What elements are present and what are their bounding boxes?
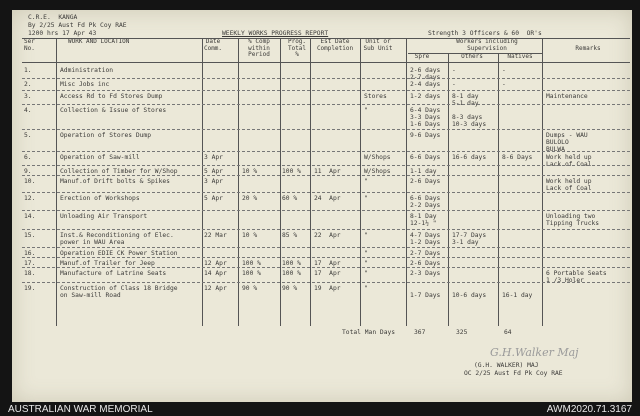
cell-ser: 2. bbox=[24, 81, 32, 88]
cell-pct: 100 % bbox=[242, 270, 261, 277]
cell-others: 17-7 Days 3-1 day bbox=[452, 232, 487, 246]
cell-spre: 2-6 Days bbox=[410, 178, 441, 185]
cell-spre: 1-7 Days bbox=[410, 292, 441, 299]
cell-prog: 85 % bbox=[282, 232, 298, 239]
cell-ser: 16. bbox=[24, 250, 36, 257]
cell-pct: 90 % bbox=[242, 285, 258, 292]
report-title: WEEKLY WORKS PROGRESS REPORT bbox=[222, 30, 329, 37]
cell-spre: 1-2 days bbox=[410, 93, 441, 100]
row-separator bbox=[22, 267, 630, 268]
col-header-workers: Workers including Supervision bbox=[456, 38, 518, 52]
row-separator bbox=[22, 78, 630, 79]
cell-work: Misc Jobs inc bbox=[60, 81, 110, 88]
cell-est: 11 Apr bbox=[314, 168, 341, 175]
cell-ser: 15. bbox=[24, 232, 36, 239]
document-page bbox=[12, 10, 632, 402]
cell-remarks: Work held up Lack of Coal bbox=[546, 178, 592, 192]
cell-remarks: Maintenance bbox=[546, 93, 588, 100]
cell-est: 17 Apr bbox=[314, 260, 341, 267]
archive-credit: AUSTRALIAN WAR MEMORIAL bbox=[8, 404, 153, 415]
cell-spre: 2-6 days 2-7 days bbox=[410, 67, 441, 81]
row-separator bbox=[22, 90, 630, 91]
row-separator bbox=[22, 282, 630, 283]
cell-spre: 2-4 days bbox=[410, 81, 441, 88]
cell-ser: 17. bbox=[24, 260, 36, 267]
column-rule bbox=[448, 54, 449, 326]
cell-pct: 20 % bbox=[242, 195, 258, 202]
cell-date: 12 Apr bbox=[204, 260, 227, 267]
row-separator bbox=[22, 104, 630, 105]
cell-ser: 12. bbox=[24, 195, 36, 202]
cell-spre: 4-7 Days 1-2 Days bbox=[410, 232, 441, 246]
cell-work: Inst.& Reconditioning of Elec. power in WAU Area bbox=[60, 232, 174, 246]
cell-remarks: Work held up Lack of Coal bbox=[546, 154, 592, 168]
cell-others: 8-1 day 5-1 day bbox=[452, 93, 479, 107]
cell-work: Construction of Class 18 Bridge on Saw-mill Road bbox=[60, 285, 178, 299]
row-separator bbox=[22, 229, 630, 230]
row-separator bbox=[22, 175, 630, 176]
cell-pct: 10 % bbox=[242, 168, 258, 175]
row-separator bbox=[22, 257, 630, 258]
unit-designation: By 2/25 Aust Fd Pk Coy RAE bbox=[28, 22, 127, 29]
col-header-natives: Natives bbox=[507, 53, 533, 60]
cell-unit: " bbox=[364, 178, 368, 185]
cell-work: Unloading Air Transport bbox=[60, 213, 148, 220]
cell-ser: 19. bbox=[24, 285, 36, 292]
cell-prog: 100 % bbox=[282, 168, 301, 175]
unit-name: C.R.E. KANGA bbox=[28, 14, 78, 21]
cell-unit: " bbox=[364, 285, 368, 292]
signatory-unit: OC 2/25 Aust Fd Pk Coy RAE bbox=[464, 370, 563, 377]
cell-work: Erection of Workshops bbox=[60, 195, 140, 202]
cell-date: 3 Apr bbox=[204, 178, 223, 185]
column-rule bbox=[498, 54, 499, 326]
cell-unit: " bbox=[364, 232, 368, 239]
row-separator bbox=[22, 247, 630, 248]
cell-others: 16-6 days bbox=[452, 154, 487, 161]
cell-unit: W/Shops bbox=[364, 168, 391, 175]
col-header-spre: Spre bbox=[414, 53, 430, 60]
cell-spre: 2-3 Days bbox=[410, 270, 441, 277]
cell-est: 22 Apr bbox=[314, 232, 341, 239]
cell-spre: 2-6 Days bbox=[410, 260, 441, 267]
cell-spre: 1-1 day bbox=[410, 168, 437, 175]
col-header-others: Others bbox=[461, 53, 483, 60]
rule-line bbox=[22, 62, 630, 63]
cell-work: Operation EDIE CK Power Station bbox=[60, 250, 178, 257]
cell-unit: " bbox=[364, 107, 368, 114]
report-datetime: 1200 hrs 17 Apr 43 bbox=[28, 30, 97, 37]
cell-others: - bbox=[452, 81, 456, 88]
cell-work: Operation of Saw-mill bbox=[60, 154, 140, 161]
cell-ser: 14. bbox=[24, 213, 36, 220]
cell-unit: W/Shops bbox=[364, 154, 391, 161]
cell-remarks: Dumps - WAU BULOLO BULWA bbox=[546, 132, 588, 153]
cell-unit: Stores bbox=[364, 93, 387, 100]
cell-date: 22 Mar bbox=[204, 232, 227, 239]
cell-work: Collection of Timber for W/Shop bbox=[60, 168, 178, 175]
cell-spre: 2-7 Days bbox=[410, 250, 441, 257]
cell-ser: 3. bbox=[24, 93, 32, 100]
archive-reference: AWM2020.71.3167 bbox=[546, 404, 632, 415]
handwritten-signature: G.H.Walker Maj bbox=[490, 346, 579, 359]
cell-prog: 100 % bbox=[282, 270, 301, 277]
cell-work: Collection & Issue of Stores bbox=[60, 107, 167, 114]
cell-unit: " bbox=[364, 250, 368, 257]
cell-unit: " bbox=[364, 260, 368, 267]
cell-others: - bbox=[452, 67, 456, 74]
col-header-prog: Prog. Total % bbox=[287, 38, 307, 58]
col-header-unit: Unit or Sub Unit bbox=[363, 38, 393, 52]
cell-ser: 4. bbox=[24, 107, 32, 114]
cell-work: Administration bbox=[60, 67, 114, 74]
col-header-ser: Ser No. bbox=[24, 38, 35, 52]
cell-prog: 60 % bbox=[282, 195, 298, 202]
cell-ser: 1. bbox=[24, 67, 32, 74]
cell-natives: - bbox=[502, 67, 506, 74]
total-others: 325 bbox=[456, 329, 468, 336]
cell-spre: 9-6 Days bbox=[410, 132, 441, 139]
cell-others: 8-3 days 10-3 days bbox=[452, 114, 487, 128]
row-separator bbox=[22, 165, 630, 166]
cell-date: 12 Apr bbox=[204, 285, 227, 292]
cell-work: Manuf.of Drift bolts & Spikes bbox=[60, 178, 170, 185]
total-label: Total Man Days bbox=[342, 329, 396, 336]
total-natives: 64 bbox=[504, 329, 512, 336]
cell-unit: " bbox=[364, 195, 368, 202]
cell-others: 10-6 days bbox=[452, 292, 487, 299]
signatory-name: (G.H. WALKER) MAJ bbox=[474, 362, 539, 369]
col-header-remarks: Remarks bbox=[575, 45, 601, 52]
cell-unit: " bbox=[364, 270, 368, 277]
total-spre: 367 bbox=[414, 329, 426, 336]
cell-date: 5 Apr bbox=[204, 168, 223, 175]
row-separator bbox=[22, 129, 630, 130]
cell-remarks: 6 Portable Seats 1 /3 Holer bbox=[546, 270, 607, 284]
rule-line bbox=[22, 38, 630, 39]
rule-line bbox=[408, 53, 542, 54]
cell-natives: - bbox=[502, 81, 506, 88]
cell-prog: 90 % bbox=[282, 285, 298, 292]
col-header-date: Date Comm. bbox=[203, 38, 223, 52]
col-header-est: Est Date Completion bbox=[316, 38, 354, 52]
cell-natives: 8-6 Days bbox=[502, 154, 533, 161]
row-separator bbox=[22, 192, 630, 193]
cell-est: 17 Apr bbox=[314, 270, 341, 277]
cell-ser: 6. bbox=[24, 154, 32, 161]
cell-date: 3 Apr bbox=[204, 154, 223, 161]
cell-ser: 10. bbox=[24, 178, 36, 185]
cell-pct: 100 % bbox=[242, 260, 261, 267]
cell-date: 14 Apr bbox=[204, 270, 227, 277]
cell-spre: 6-6 Days bbox=[410, 154, 441, 161]
cell-work: Operation of Stores Dump bbox=[60, 132, 151, 139]
cell-ser: 5. bbox=[24, 132, 32, 139]
row-separator bbox=[22, 151, 630, 152]
cell-remarks: Unloading two Tipping Trucks bbox=[546, 213, 600, 227]
col-header-pct: % Comp within Period bbox=[248, 38, 270, 58]
strength-summary: Strength 3 Officers & 60 OR's bbox=[428, 30, 542, 37]
cell-work: Access Rd to Fd Stores Dump bbox=[60, 93, 163, 100]
cell-est: 19 Apr bbox=[314, 285, 341, 292]
cell-spre: 6-6 Days 2-2 Days bbox=[410, 195, 441, 209]
cell-natives: 16-1 day bbox=[502, 292, 533, 299]
cell-work: Manuf.of Trailer for Jeep bbox=[60, 260, 155, 267]
cell-pct: 10 % bbox=[242, 232, 258, 239]
cell-ser: 9. bbox=[24, 168, 32, 175]
cell-ser: 18. bbox=[24, 270, 36, 277]
cell-spre: 8-1 Day 12-1½ " bbox=[410, 213, 437, 227]
row-separator bbox=[22, 210, 630, 211]
cell-prog: 100 % bbox=[282, 260, 301, 267]
cell-est: 24 Apr bbox=[314, 195, 341, 202]
cell-work: Manufacture of Latrine Seats bbox=[60, 270, 167, 277]
col-header-work: WORK AND LOCATION bbox=[68, 38, 130, 45]
cell-spre: 6-4 Days 3-3 Days 1-6 Days bbox=[410, 107, 441, 128]
cell-date: 5 Apr bbox=[204, 195, 223, 202]
